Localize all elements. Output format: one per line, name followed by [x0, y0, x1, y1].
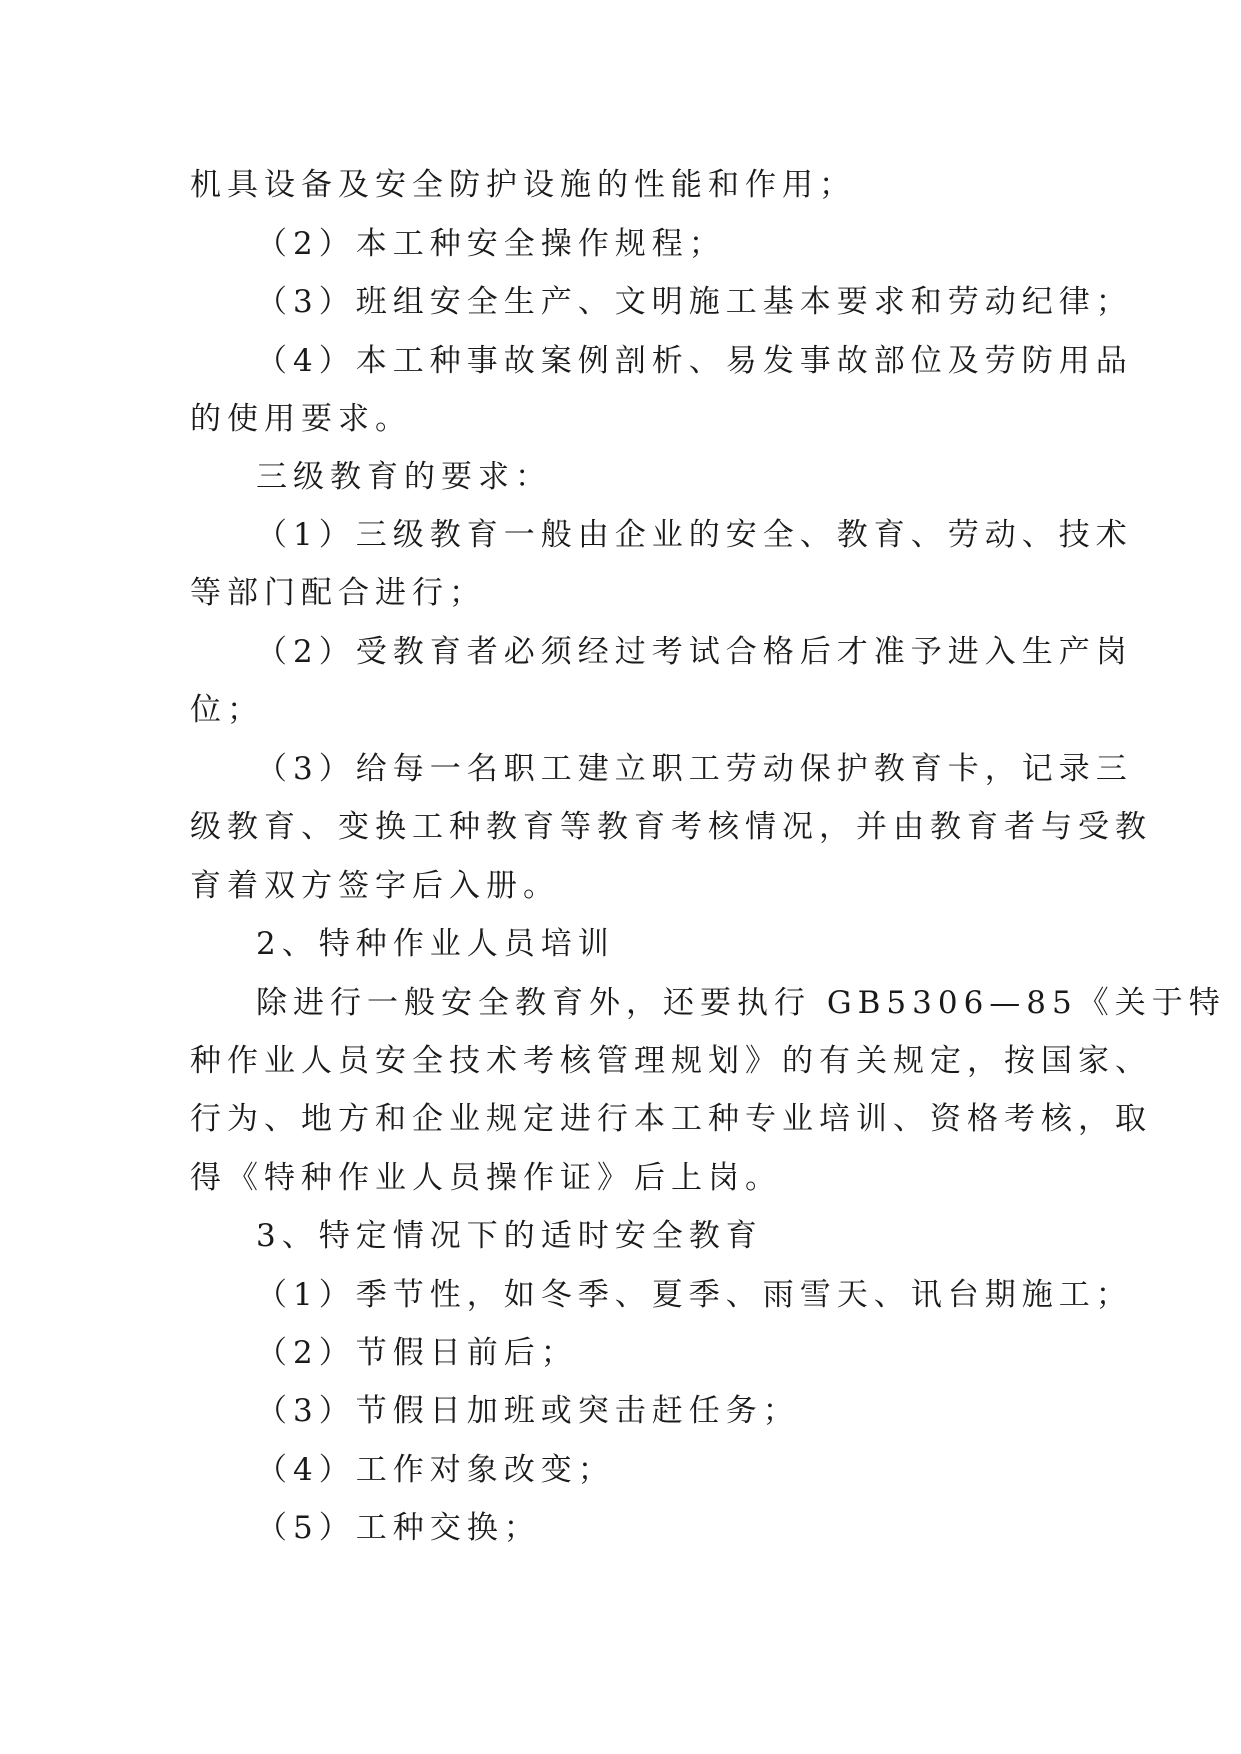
text-line: 等部门配合进行； [190, 575, 486, 611]
text-line: （4）本工种事故案例剖析、易发事故部位及劳防用品 [256, 343, 1133, 379]
text-line: （2）节假日前后； [256, 1335, 578, 1371]
text-line: （4）工作对象改变； [256, 1452, 615, 1488]
text-line: （3）节假日加班或突击赶任务； [256, 1393, 800, 1429]
text-line: 机具设备及安全防护设施的性能和作用； [190, 167, 856, 203]
text-line: 2、特种作业人员培训 [256, 926, 615, 962]
text-line: 的使用要求。 [190, 401, 412, 437]
text-line: 得《特种作业人员操作证》后上岗。 [190, 1160, 782, 1196]
text-line: 3、特定情况下的适时安全教育 [256, 1218, 763, 1254]
text-line: 除进行一般安全教育外，还要执行 GB5306—85《关于特 [256, 985, 1226, 1021]
text-line: （3）给每一名职工建立职工劳动保护教育卡，记录三 [256, 751, 1133, 787]
text-line: 位； [190, 692, 264, 728]
text-line: 行为、地方和企业规定进行本工种专业培训、资格考核，取 [190, 1101, 1152, 1137]
text-line: （5）工种交换； [256, 1510, 541, 1546]
text-line: 种作业人员安全技术考核管理规划》的有关规定，按国家、 [190, 1043, 1152, 1079]
text-line: （3）班组安全生产、文明施工基本要求和劳动纪律； [256, 284, 1133, 320]
text-line: （2）受教育者必须经过考试合格后才准予进入生产岗 [256, 634, 1133, 670]
text-line: （2）本工种安全操作规程； [256, 226, 726, 262]
text-line: 育着双方签字后入册。 [190, 868, 560, 904]
text-line: 级教育、变换工种教育等教育考核情况，并由教育者与受教 [190, 809, 1152, 845]
text-line: （1）三级教育一般由企业的安全、教育、劳动、技术 [256, 517, 1133, 553]
text-line: （1）季节性，如冬季、夏季、雨雪天、讯台期施工； [256, 1277, 1133, 1313]
text-line: 三级教育的要求： [256, 459, 552, 495]
